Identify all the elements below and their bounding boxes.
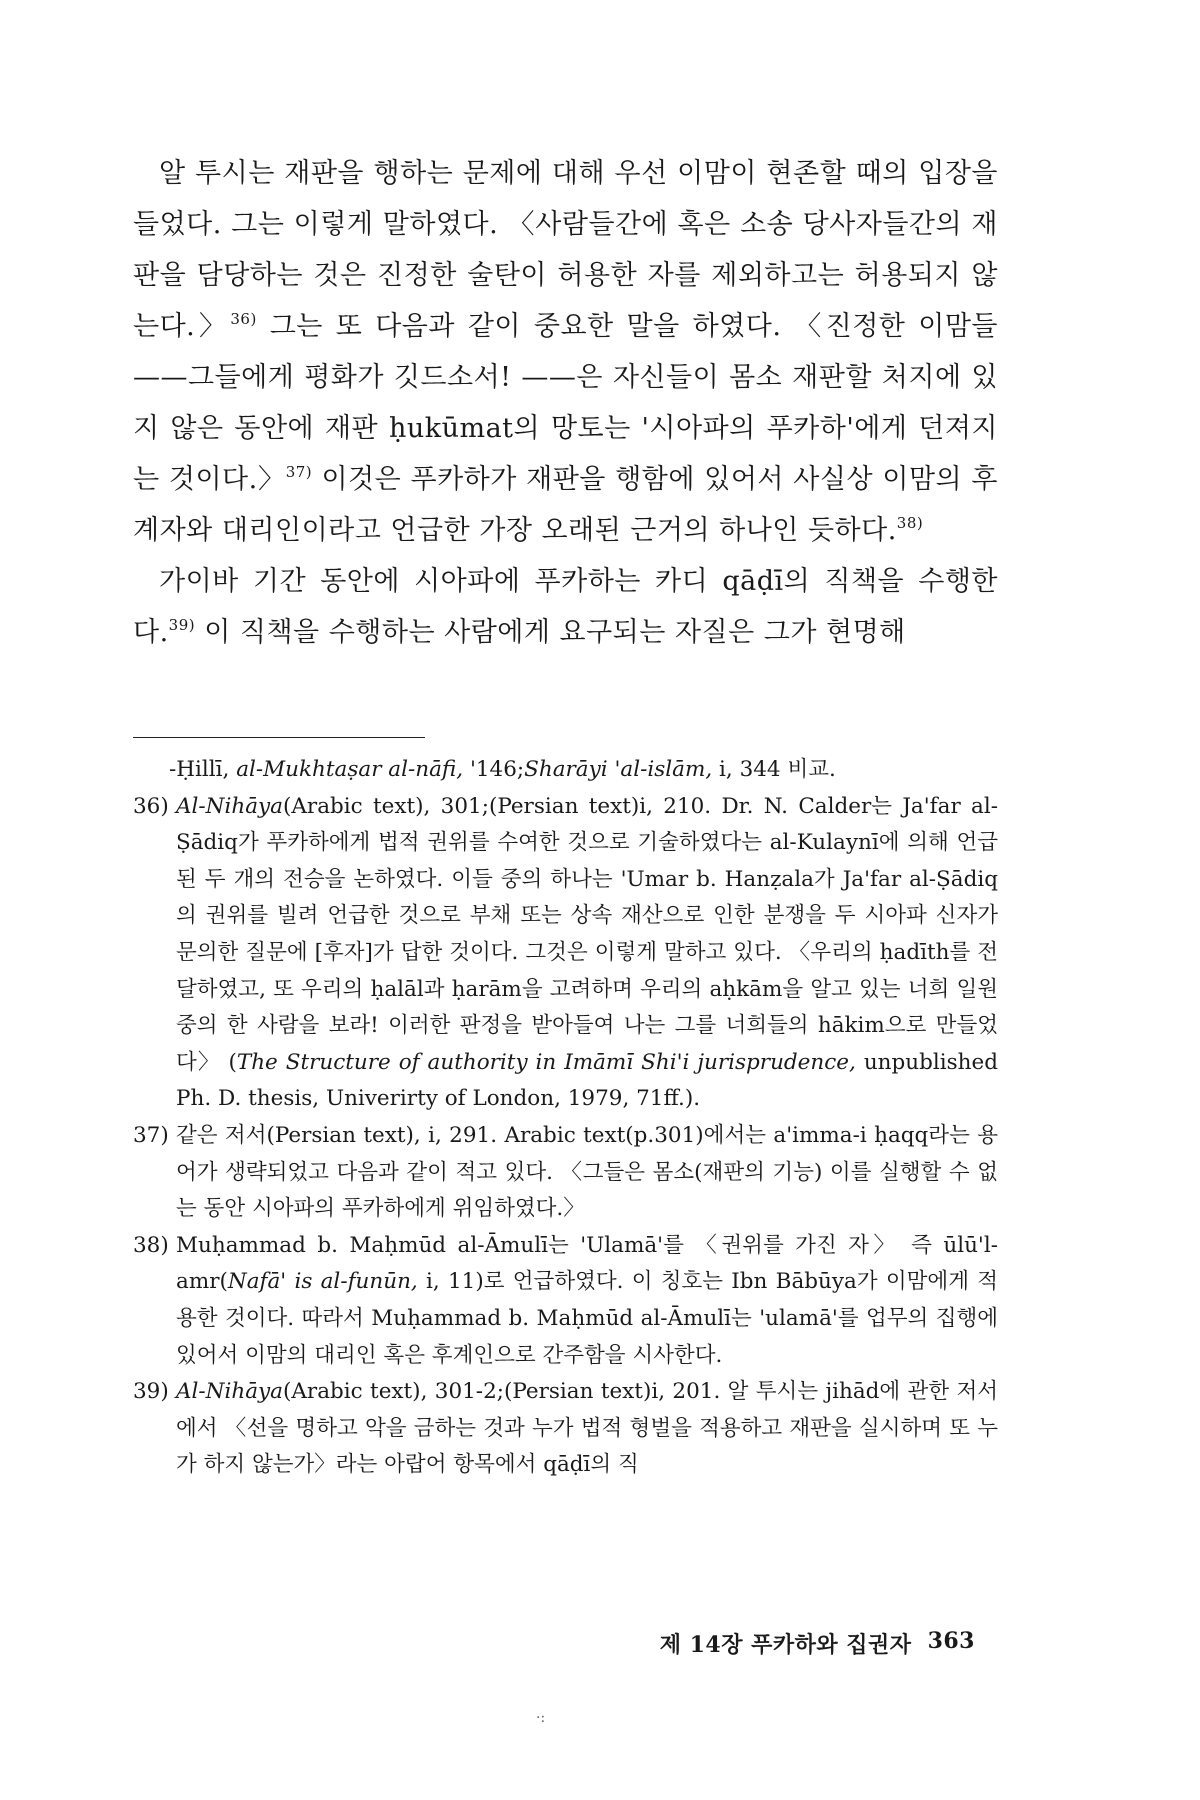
note38-a: Muḥammad b. Maḥmūd al-Āmulī는 'Ulamā'를 〈권위를 가진 자〉 즉 ūlū'l-amr(: [176, 1232, 998, 1295]
footnote-number: 39): [133, 1379, 169, 1405]
footnote-39: [133, 1374, 998, 1484]
p1-text-b: 그는 또 다음과 같이 중요한 말을 하였다. 〈진정한 이맘들——그들에게 평화가 깃드소서! ——은 자신들이 몸소 재판할 처지에 있지 않은 동안에 재판 ḥukūmat의 망토는 '시아파의 푸카하'에게 던져지는 것이다.〉: [133, 311, 998, 495]
footnote-37: [133, 1118, 998, 1228]
footnote-ref-37: 37): [285, 463, 313, 481]
page-number: 363: [927, 1628, 975, 1654]
note-cont-title-2: Sharāyi 'al-islām,: [524, 757, 713, 782]
scan-speck: ·:: [536, 1710, 546, 1726]
footnotes: [133, 752, 998, 1484]
running-footer: [660, 1628, 975, 1659]
note-cont-c: '146;: [463, 757, 525, 782]
footnote-text: [176, 1374, 998, 1484]
footnote-ref-38: 38): [896, 514, 924, 532]
main-text: [133, 148, 998, 658]
note36-d: unpublished Ph. D. thesis, Univerirty of London, 1979, 71ff.).: [176, 1049, 998, 1112]
footnote-ref-39: 39): [168, 616, 196, 634]
footnote-38: [133, 1228, 998, 1374]
p2-text-a: 가이바 기간 동안에 시아파에 푸카하는 카디 qāḍī의 직책을 수행한다.: [133, 566, 998, 648]
note36-title: Al-Nihāya: [176, 793, 283, 819]
note-cont-a: -Ḥillī,: [169, 757, 237, 782]
footnote-continuation: [133, 752, 998, 789]
footnote-number: 36): [133, 793, 169, 819]
footnote-text: [176, 789, 998, 1118]
footnote-text: [176, 1228, 998, 1374]
note39-b: (Arabic text), 301-2;(Persian text)i, 201. 알 투시는 jihād에 관한 저서에서 〈선을 명하고 악을 금하는 것과 누가 법적 형벌을 적용하고 재판을 실시하며 또 누가 하지 않는가〉라는 아랍어 항목에서 qāḍī의 직: [176, 1379, 998, 1478]
p2-text-b: 이 직책을 수행하는 사람에게 요구되는 자질은 그가 현명해: [195, 617, 906, 648]
footnote-number: 37): [133, 1122, 169, 1148]
note38-title: Nafā' is al-funūn,: [227, 1269, 418, 1295]
body-paragraph-2: [133, 556, 998, 658]
note36-b: (Arabic text), 301;(Persian text)i, 210. Dr. N. Calder는 Ja'far al-Ṣādiq가 푸카하에게 법적 권위를 수여한 것으로 기술하였다는 al-Kulaynī에 의해 언급된 두 개의 전승을 논하였다. 이들 중의 하나는 'Umar b. Hanẓala가 Ja'far al-Ṣādiq의 권위를 빌려 언급한 것으로 부채 또는 상속 재산으로 인한 분쟁을 두 시아파 신자가 문의한 질문에 [후자]가 답한 것이다. 그것은 이렇게 말하고 있다. 〈우리의 ḥadīth를 전달하였고, 또 우리의 ḥalāl과 ḥarām을 고려하며 우리의 aḥkām을 알고 있는 너희 일원 중의 한 사람을 보라! 이러한 판정을 받아들여 나는 그를 너희들의 hākim으로 만들었다〉 (: [176, 793, 998, 1075]
footnote-text: 같은 저서(Persian text), i, 291. Arabic text(p.301)에서는 a'imma-i ḥaqq라는 용어가 생략되었고 다음과 같이 적고 있다. 〈그들은 몸소(재판의 기능) 이를 실행할 수 없는 동안 시아파의 푸카하에게 위임하였다.〉: [176, 1122, 998, 1222]
chapter-title: 제 14장 푸카하와 집권자: [659, 1632, 912, 1658]
footnote-separator: [133, 737, 425, 738]
p1-text-c: 이것은 푸카하가 재판을 행함에 있어서 사실상 이맘의 후계자와 대리인이라고 언급한 가장 오래된 근거의 하나인 듯하다.: [133, 464, 999, 546]
body-paragraph-1: [133, 148, 998, 556]
note36-thesis-title: The Structure of authority in Imāmī Shi'i jurisprudence,: [236, 1049, 856, 1075]
note-cont-title-1: al-Mukhtaṣar al-nāfi,: [236, 757, 464, 782]
footnote-36: [133, 789, 998, 1118]
p1-text-a: 알 투시는 재판을 행하는 문제에 대해 우선 이맘이 현존할 때의 입장을 들었다. 그는 이렇게 말하였다. 〈사람들간에 혹은 소송 당사자들간의 재판을 담당하는 것은 진정한 술탄이 허용한 자를 제외하고는 허용되지 않는다.〉: [133, 158, 998, 342]
note39-title: Al-Nihāya: [176, 1379, 283, 1405]
note38-c: i, 11)로 언급하였다. 이 칭호는 Ibn Bābūya가 이맘에게 적용한 것이다. 따라서 Muḥammad b. Maḥmūd al-Āmulī는 'ulamā'를 업무의 집행에 있어서 이맘의 대리인 혹은 후계인으로 간주함을 시사한다.: [176, 1269, 998, 1368]
footnote-ref-36: 36): [230, 310, 257, 328]
footnote-number: 38): [133, 1232, 169, 1258]
note-cont-e: i, 344 비교.: [712, 757, 836, 782]
